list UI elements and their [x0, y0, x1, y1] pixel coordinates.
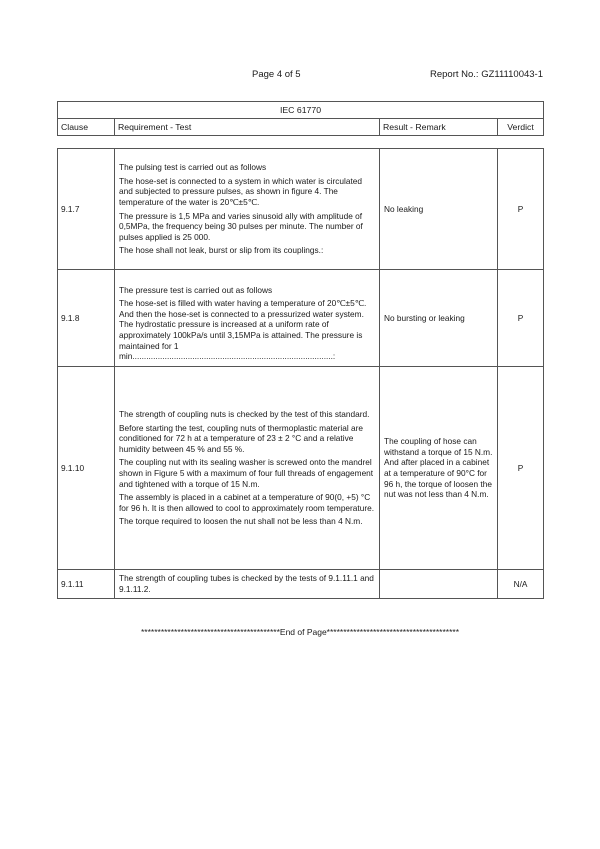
requirement-text: The assembly is placed in a cabinet at a temperature of 90(0, +5) °C for 96 h. It is then allowed to cool to approximately room temperature.: [119, 492, 375, 513]
requirement-text: The hose-set is filled with water having a temperature of 20℃±5℃. And then the hose-set is connected to a pressurized water system. The hydrostatic pressure is increased at a uniform rate of approximately 100kPa/s until 3,15MPa is attained. The pressure is maintained for 1 min.......................................................................................:: [119, 298, 367, 362]
verdict-cell: P: [498, 367, 544, 570]
end-of-page-marker: ******************************************End of Page****************************************: [140, 627, 460, 637]
verdict-cell: N/A: [498, 570, 544, 599]
requirement-text: The pressure test is carried out as follows: [119, 284, 273, 295]
standard-title: IEC 61770: [58, 102, 544, 119]
requirement-text: The hose-set is connected to a system in which water is circulated and subjected to pressure pulses, as shown in figure 4. The temperature of the water is 20℃±5℃.: [119, 175, 363, 207]
result-cell: The coupling of hose can withstand a torque of 15 N.m. And after placed in a cabinet at a temperature of 90°C for 96 h, the torque of loosen the nut was not less than 4 N.m.: [380, 367, 498, 570]
test-results-table: [57, 148, 544, 599]
page-header: [0, 69, 600, 83]
verdict-cell: P: [498, 149, 544, 270]
requirement-text: The coupling nut with its sealing washer is screwed onto the mandrel shown in Figure 5 with a maximum of four full threads of engagement and tightened with a torque of 15 N.m.: [119, 457, 374, 489]
result-cell: No leaking: [380, 149, 498, 270]
requirement-cell: [115, 270, 380, 367]
clause-cell: 9.1.11: [58, 570, 115, 599]
requirement-cell: [115, 149, 380, 270]
result-cell: No bursting or leaking: [380, 270, 498, 367]
report-number: Report No.: GZ11110043-1: [429, 69, 543, 80]
table-row: [58, 570, 544, 599]
requirement-text: The strength of coupling nuts is checked by the test of this standard.: [119, 409, 370, 420]
requirement-text: The pressure is 1,5 MPa and varies sinusoid ally with amplitude of 0,5MPa, the frequency being 30 pulses per minute. The number of pulses applied is 25 000.: [119, 210, 363, 242]
requirement-text: Before starting the test, coupling nuts of thermoplastic material are conditioned for 72 h at a temperature of 23 ± 2 °C and a relative humidity between 45 % and 55 %.: [119, 422, 363, 454]
requirement-text: The hose shall not leak, burst or slip from its couplings.:: [119, 245, 324, 256]
table-row: [58, 149, 544, 270]
page-number: Page 4 of 5: [252, 69, 301, 80]
column-header-clause: Clause: [58, 119, 115, 136]
requirement-cell: [115, 570, 380, 599]
clause-cell: 9.1.10: [58, 367, 115, 570]
requirement-text: The strength of coupling tubes is checked by the tests of 9.1.11.1 and 9.1.11.2.: [119, 573, 374, 594]
column-header-requirement: Requirement - Test: [115, 119, 380, 136]
table-row: [58, 270, 544, 367]
result-cell: [380, 570, 498, 599]
requirement-text: The torque required to loosen the nut shall not be less than 4 N.m.: [119, 516, 363, 527]
table-row: [58, 367, 544, 570]
verdict-cell: P: [498, 270, 544, 367]
column-header-verdict: Verdict: [498, 119, 544, 136]
column-header-result: Result - Remark: [380, 119, 498, 136]
requirement-text: The pulsing test is carried out as follows: [119, 162, 267, 173]
clause-cell: 9.1.8: [58, 270, 115, 367]
standard-header-table: [57, 101, 544, 136]
requirement-cell: [115, 367, 380, 570]
clause-cell: 9.1.7: [58, 149, 115, 270]
